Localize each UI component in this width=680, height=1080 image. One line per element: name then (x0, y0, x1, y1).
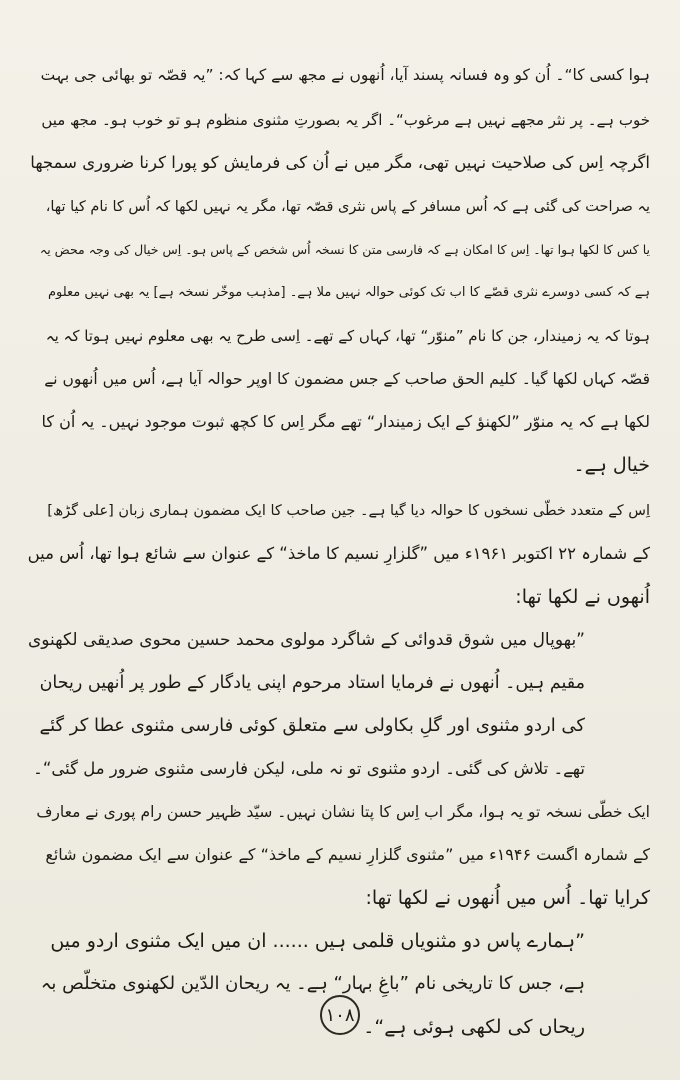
quote-line-7: ریحاں کی لکھی ہوئی ہے“۔ (363, 1016, 585, 1038)
text-line-3: اگرچہ اِس کی صلاحیت نہیں تھی، مگر میں نے اُن کی فرمایش کو پورا کرنا ضروری سمجھا (30, 153, 650, 172)
text-line-5: یا کس کا لکھا ہوا تھا۔ اِس کا امکان ہے کہ فارسی متن کا نسخہ اُس شخص کے پاس ہو۔ اِس خیال کی وجہ محض یہ (39, 242, 650, 257)
text-line-18: ایک خطّی نسخہ تو یہ ہوا، مگر اب اِس کا پتا نشان نہیں۔ سیّد ظہیر حسن رام پوری نے معارف (36, 803, 650, 821)
text-line-19: کے شمارہ اگست ۱۹۴۶ء میں ”مثنوی گلزارِ نسیم کے ماخذ“ کے عنوان سے ایک مضمون شائع (45, 845, 650, 864)
text-line-10: خیال ہے۔ (573, 454, 650, 476)
quote-line-6: ہے، جس کا تاریخی نام ”باغِ بہار“ ہے۔ یہ ریحان الدّین لکھنوی متخلّص بہ (40, 973, 585, 994)
text-line-2: خوب ہے۔ پر نثر مجھے نہیں ہے مرغوب“۔ اگر یہ بصورتِ مثنوی منظوم ہو تو خوب ہو۔ مجھ میں (41, 111, 650, 129)
quote-line-5: ”ہمارے پاس دو مثنویاں قلمی ہیں ...... ان میں ایک مثنوی اردو میں (50, 930, 585, 952)
quote-line-1: ”بھوپال میں شوق قدوائی کے شاگرد مولوی محمد حسین محوی صدیقی لکھنوی (27, 630, 585, 650)
text-line-8: قصّہ کہاں لکھا گیا۔ کلیم الحق صاحب کے جس مضمون کا اوپر حوالہ آیا ہے، اُس میں اُنھوں نے (44, 370, 650, 388)
text-line-11: اِس کے متعدد خطّی نسخوں کا حوالہ دیا گیا ہے۔ جین صاحب کا ایک مضمون ہماری زبان [علی گڑھ] (47, 503, 650, 519)
page-number-circle (320, 995, 360, 1035)
text-line-1: ہوا کسی کا“۔ اُن کو وہ فسانہ پسند آیا، اُنھوں نے مجھ سے کہا کہ: ”یہ قصّہ تو بھائی جی بہت (40, 66, 650, 84)
text-line-7: ہوتا کہ یہ زمیندار، جن کا نام ”منوّر“ تھا، کہاں کے تھے۔ اِسی طرح یہ بھی معلوم نہیں ہوتا کہ یہ (45, 327, 650, 345)
text-line-9: لکھا ہے کہ یہ منوّر ”لکھنؤ کے ایک زمیندار“ تھے مگر اِس کا کچھ ثبوت موجود نہیں۔ یہ اُن کا (41, 412, 650, 431)
text-line-20: کرایا تھا۔ اُس میں اُنھوں نے لکھا تھا: (365, 887, 650, 909)
text-line-13: اُنھوں نے لکھا تھا: (515, 586, 650, 608)
text-line-6: ہے کہ کسی دوسرے نثری قصّے کا اب تک کوئی حوالہ نہیں ملا ہے۔ [مذہب موخّر نسخہ ہے] یہ بھی نہیں معلوم (47, 285, 650, 300)
quote-line-2: مقیم ہیں۔ اُنھوں نے فرمایا استاد مرحوم اپنی یادگار کے طور پر اُنھیں ریحان (39, 673, 585, 693)
text-line-12: کے شمارہ ۲۲ اکتوبر ۱۹۶۱ء میں ”گلزارِ نسیم کا ماخذ“ کے عنوان سے شائع ہوا تھا، اُس میں (27, 544, 650, 563)
quote-line-4: تھے۔ تلاش کی گئی۔ اردو مثنوی تو نہ ملی، لیکن فارسی مثنوی ضرور مل گئی“۔ (33, 759, 585, 778)
page-number: ۱۰۸ (325, 1004, 355, 1026)
text-line-4: یہ صراحت کی گئی ہے کہ اُس مسافر کے پاس نثری قصّہ تھا، مگر یہ نہیں لکھا کہ اُس کا نام کیا تھا، (45, 199, 650, 215)
quote-line-3: کی اردو مثنوی اور گلِ بکاولی سے متعلق کوئی فارسی مثنوی عطا کر گئے (39, 715, 585, 736)
